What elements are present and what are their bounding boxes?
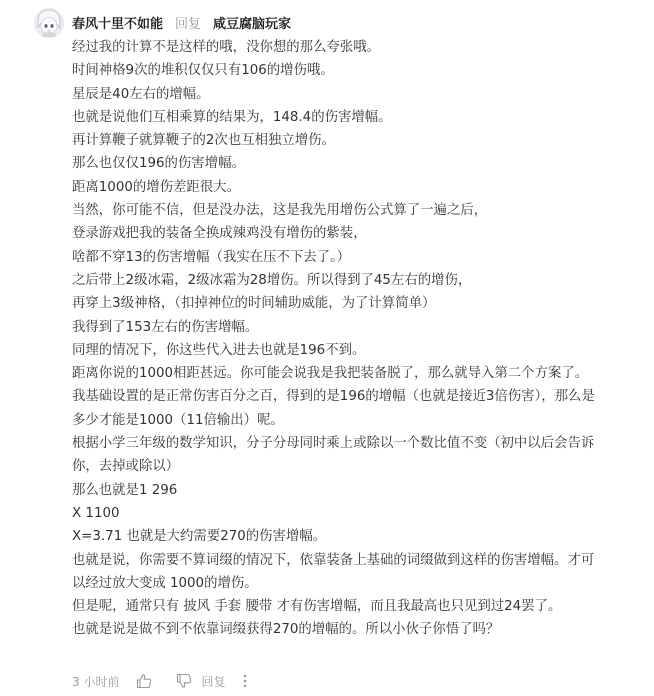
comment-time: 3 小时前 [72,674,120,689]
avatar-image [34,8,64,38]
comment-line: 以经过放大变成 1000的增伤。 [72,575,258,591]
comment-line: 同理的情况下，你这些代入进去也就是196不到。 [72,342,366,358]
comment-line: 经过我的计算不是这样的哦，没你想的那么夸张哦。 [72,40,380,55]
comment-line: X=3.71 也就是大约需要270的伤害增幅。 [72,529,327,545]
comment-line: X 1100 [72,505,120,521]
comment-line: 也就是说，你需要不算词缀的情况下，依靠装备上基础的词缀做到这样的伤害增幅。才可 [72,552,595,568]
comment-line: 再穿上3级神格，（扣掉神位的时间辅助威能，为了计算简单） [72,296,436,312]
more-options-button[interactable] [237,672,253,690]
comment-line: 但是呢，通常只有 披风 手套 腰带 才有伤害增幅，而且我最高也只见到过24罢了。 [72,599,562,615]
comment-content [72,36,632,642]
comment-line: 你，去掉或除以） [72,459,180,475]
more-vertical-icon [242,674,248,688]
comment-line: 也就是说他们互相乘算的结果为，148.4的伤害增幅。 [72,109,392,125]
comment-header [72,11,291,33]
comment-footer [72,670,253,692]
comment-line: 那么也仅仅196的伤害增幅。 [72,156,245,172]
comment-line: 再计算鞭子就算鞭子的2次也互相独立增伤。 [72,133,335,149]
reply-button[interactable]: 回复 [201,674,226,689]
comment-line: 距离1000的增伤差距很大。 [72,179,240,195]
comment-line: 距离你说的1000相距甚远。你可能会说我是我把装备脱了，那么就导入第二个方案了。 [72,366,589,382]
like-button[interactable] [135,672,153,690]
username[interactable]: 春风十里不如能 [72,16,164,32]
comment-line: 啥都不穿13的伤害增幅（我实在压不下去了。） [72,249,351,265]
avatar[interactable] [34,8,64,38]
thumbs-up-icon [136,673,152,689]
comment-line: 我得到了153左右的伤害增幅。 [72,319,259,335]
comment-line: 我基础设置的是正常伤害百分之百，得到的是196的增幅（也就是接近3倍伤害），那么是 [72,389,595,405]
comment-line: 当然，你可能不信，但是没办法，这是我先用增伤公式算了一遍之后， [72,203,488,219]
comment-line: 根据小学三年级的数学知识，分子分母同时乘上或除以一个数比值不变（初中以后会告诉 [72,436,595,452]
comment-line: 之后带上2级冰霜，2级冰霜为28增伤。所以得到了45左右的增伤， [72,272,472,288]
thumbs-down-icon [176,673,192,689]
comment-line: 时间神格9次的堆积仅仅只有106的增伤哦。 [72,63,334,79]
dislike-button[interactable] [175,672,193,690]
reply-target-username[interactable]: 咸豆腐脑玩家 [213,16,292,32]
reply-indicator: 回复 [175,16,202,32]
comment-line: 星辰是40左右的增幅。 [72,86,210,102]
comment-line: 也就是说是做不到不依靠词缀获得270的增幅的。所以小伙子你悟了吗？ [72,622,500,638]
comment-line: 登录游戏把我的装备全换成辣鸡没有增伤的紫装， [72,226,367,242]
comment-line: 那么也就是1 296 [72,482,178,498]
comment-line: 多少才能是1000（11倍输出）呢。 [72,412,284,428]
